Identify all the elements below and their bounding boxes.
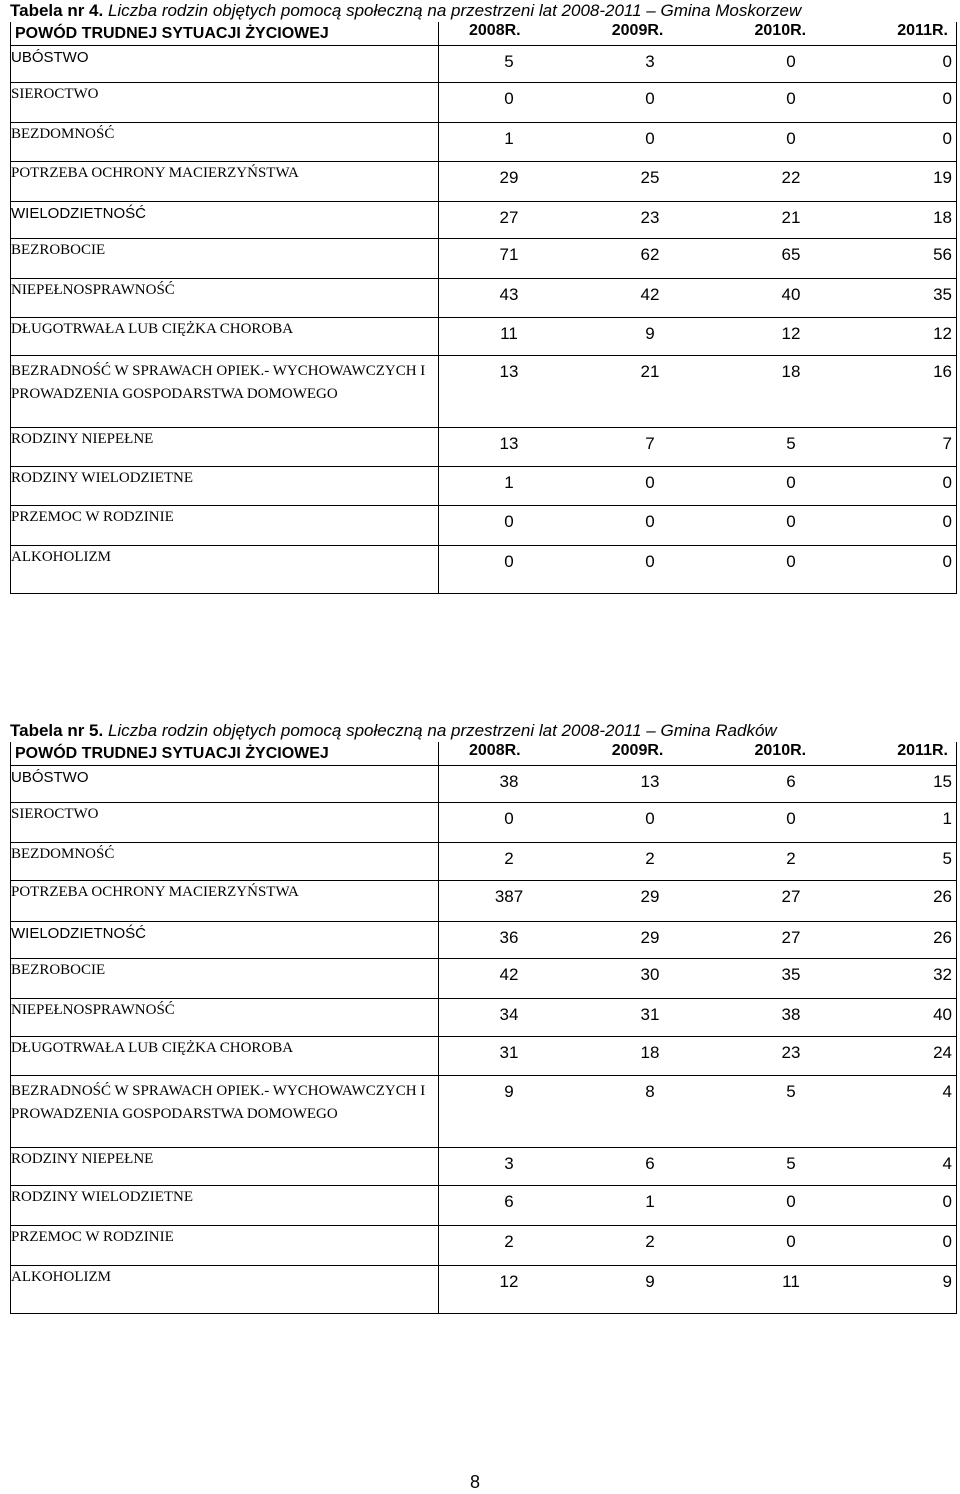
table-row — [11, 356, 957, 428]
row-values — [439, 428, 957, 467]
cell-value: 23 — [781, 1043, 801, 1062]
cell-value: 3 — [504, 1154, 514, 1173]
cell-value: 16 — [933, 362, 952, 381]
cell-value: 9 — [645, 324, 655, 343]
cell-value: 0 — [942, 512, 952, 531]
table-header-row — [11, 742, 957, 766]
cell-value: 7 — [942, 434, 952, 453]
cell-value: 21 — [781, 208, 801, 227]
cell-value: 1 — [504, 129, 514, 148]
cell-value: 13 — [640, 772, 660, 791]
row-label: NIEPEŁNOSPRAWNOŚĆ — [11, 279, 439, 318]
column-header-category: POWÓD TRUDNEJ SYTUACJI ŻYCIOWEJ — [11, 22, 439, 46]
table-row — [11, 467, 957, 506]
year-header: 2008R. — [469, 742, 521, 759]
row-values — [439, 803, 957, 843]
cell-value: 0 — [942, 89, 952, 108]
cell-value: 24 — [933, 1043, 952, 1062]
cell-value: 2 — [504, 1232, 514, 1251]
row-label: PRZEMOC W RODZINIE — [11, 506, 439, 546]
cell-value: 9 — [942, 1272, 952, 1291]
cell-value: 7 — [645, 434, 655, 453]
table-row — [11, 1037, 957, 1076]
page-number: 8 — [470, 1472, 481, 1492]
cell-value: 15 — [933, 772, 952, 791]
table-title: Liczba rodzin objętych pomocą społeczną na przestrzeni lat 2008-2011 – Gmina Radków — [107, 721, 777, 740]
row-values — [439, 123, 957, 162]
year-header: 2009R. — [611, 22, 664, 39]
row-values — [439, 1076, 957, 1148]
cell-value: 2 — [504, 849, 514, 868]
cell-value: 5 — [786, 1154, 796, 1173]
row-label: DŁUGOTRWAŁA LUB CIĘŻKA CHOROBA — [11, 318, 439, 356]
cell-value: 26 — [933, 887, 952, 906]
year-header: 2008R. — [469, 22, 521, 39]
row-label: ALKOHOLIZM — [11, 546, 439, 594]
cell-value: 0 — [942, 473, 952, 492]
cell-value: 29 — [499, 168, 519, 187]
cell-value: 31 — [640, 1005, 660, 1024]
row-values — [439, 318, 957, 356]
cell-value: 18 — [933, 208, 952, 227]
cell-value: 32 — [933, 965, 952, 984]
cell-value: 13 — [499, 362, 519, 381]
cell-value: 6 — [645, 1154, 655, 1173]
cell-value: 18 — [640, 1043, 660, 1062]
row-label: POTRZEBA OCHRONY MACIERZYŃSTWA — [11, 162, 439, 202]
cell-value: 29 — [640, 928, 660, 947]
cell-value: 38 — [781, 1005, 801, 1024]
row-values — [439, 1186, 957, 1226]
data-table — [10, 22, 957, 594]
row-label: PRZEMOC W RODZINIE — [11, 1226, 439, 1266]
table-caption — [10, 720, 958, 742]
cell-value: 0 — [645, 129, 655, 148]
table-row — [11, 239, 957, 279]
year-header: 2010R. — [754, 742, 807, 759]
row-values — [439, 999, 957, 1037]
table-title: Liczba rodzin objętych pomocą społeczną na przestrzeni lat 2008-2011 – Gmina Moskorzew — [107, 1, 802, 20]
table-row — [11, 803, 957, 843]
cell-value: 62 — [640, 245, 660, 264]
cell-value: 4 — [942, 1082, 952, 1101]
table-row — [11, 843, 957, 881]
cell-value: 34 — [499, 1005, 519, 1024]
column-header-years — [439, 742, 957, 766]
table-section-4 — [10, 0, 958, 594]
row-label: RODZINY NIEPEŁNE — [11, 1148, 439, 1186]
cell-value: 2 — [645, 849, 655, 868]
cell-value: 25 — [640, 168, 660, 187]
cell-value: 12 — [499, 1272, 519, 1291]
row-label: SIEROCTWO — [11, 803, 439, 843]
cell-value: 71 — [499, 245, 519, 264]
row-label: RODZINY WIELODZIETNE — [11, 467, 439, 506]
row-label: RODZINY NIEPEŁNE — [11, 428, 439, 467]
cell-value: 11 — [782, 1272, 800, 1291]
cell-value: 9 — [645, 1272, 655, 1291]
cell-value: 42 — [640, 285, 660, 304]
row-label: RODZINY WIELODZIETNE — [11, 1186, 439, 1226]
cell-value: 3 — [645, 52, 655, 71]
row-values — [439, 546, 957, 594]
table-row — [11, 1186, 957, 1226]
cell-value: 1 — [504, 473, 514, 492]
table-header-row — [11, 22, 957, 46]
year-header: 2009R. — [611, 742, 664, 759]
table-row — [11, 279, 957, 318]
table-row — [11, 1226, 957, 1266]
cell-value: 43 — [499, 285, 519, 304]
row-values — [439, 506, 957, 546]
cell-value: 9 — [504, 1082, 514, 1101]
table-row — [11, 1266, 957, 1314]
table-row — [11, 959, 957, 999]
cell-value: 13 — [499, 434, 519, 453]
row-values — [439, 843, 957, 881]
cell-value: 0 — [504, 512, 514, 531]
cell-value: 38 — [499, 772, 519, 791]
cell-value: 2 — [645, 1232, 655, 1251]
row-label: BEZRADNOŚĆ W SPRAWACH OPIEK.- WYCHOWAWCZYCH I PROWADZENIA GOSPODARSTWA DOMOWEGO — [11, 356, 439, 428]
row-values — [439, 83, 957, 123]
column-header-category: POWÓD TRUDNEJ SYTUACJI ŻYCIOWEJ — [11, 742, 439, 766]
cell-value: 65 — [781, 245, 801, 264]
row-label: POTRZEBA OCHRONY MACIERZYŃSTWA — [11, 881, 439, 922]
cell-value: 5 — [942, 849, 952, 868]
row-values — [439, 1226, 957, 1266]
row-label: WIELODZIETNOŚĆ — [11, 202, 439, 239]
cell-value: 56 — [933, 245, 952, 264]
table-row — [11, 1148, 957, 1186]
table-row — [11, 83, 957, 123]
table-row — [11, 999, 957, 1037]
cell-value: 4 — [942, 1154, 952, 1173]
cell-value: 0 — [504, 89, 514, 108]
cell-value: 42 — [499, 965, 519, 984]
table-section-5 — [10, 720, 958, 1314]
cell-value: 23 — [640, 208, 660, 227]
row-values — [439, 202, 957, 239]
table-row — [11, 318, 957, 356]
column-header-years — [439, 22, 957, 46]
cell-value: 0 — [786, 809, 796, 828]
cell-value: 0 — [786, 52, 796, 71]
table-row — [11, 162, 957, 202]
cell-value: 12 — [781, 324, 801, 343]
cell-value: 35 — [933, 285, 952, 304]
table-row — [11, 1076, 957, 1148]
table-row — [11, 881, 957, 922]
cell-value: 0 — [786, 1232, 796, 1251]
row-label: BEZROBOCIE — [11, 959, 439, 999]
cell-value: 11 — [500, 324, 518, 343]
cell-value: 29 — [640, 887, 660, 906]
table-row — [11, 123, 957, 162]
cell-value: 0 — [786, 129, 796, 148]
cell-value: 27 — [781, 887, 801, 906]
cell-value: 5 — [504, 52, 514, 71]
row-label: SIEROCTWO — [11, 83, 439, 123]
cell-value: 0 — [942, 1192, 952, 1211]
cell-value: 387 — [494, 887, 524, 906]
row-values — [439, 959, 957, 999]
cell-value: 0 — [942, 1232, 952, 1251]
cell-value: 5 — [786, 434, 796, 453]
row-values — [439, 239, 957, 279]
row-values — [439, 356, 957, 428]
row-label: NIEPEŁNOSPRAWNOŚĆ — [11, 999, 439, 1037]
cell-value: 0 — [942, 552, 952, 571]
cell-value: 0 — [504, 552, 514, 571]
row-label: DŁUGOTRWAŁA LUB CIĘŻKA CHOROBA — [11, 1037, 439, 1076]
row-label: BEZDOMNOŚĆ — [11, 843, 439, 881]
cell-value: 0 — [786, 512, 796, 531]
row-label: WIELODZIETNOŚĆ — [11, 922, 439, 959]
cell-value: 5 — [786, 1082, 796, 1101]
cell-value: 8 — [645, 1082, 655, 1101]
cell-value: 40 — [933, 1005, 952, 1024]
cell-value: 0 — [645, 89, 655, 108]
cell-value: 21 — [640, 362, 660, 381]
row-values — [439, 1266, 957, 1314]
table-row — [11, 202, 957, 239]
table-row — [11, 766, 957, 803]
table-label: Tabela nr 4. — [10, 1, 104, 20]
cell-value: 0 — [786, 89, 796, 108]
cell-value: 6 — [504, 1192, 514, 1211]
cell-value: 18 — [781, 362, 801, 381]
row-values — [439, 162, 957, 202]
cell-value: 0 — [786, 552, 796, 571]
year-header: 2011R. — [897, 742, 948, 759]
cell-value: 36 — [499, 928, 519, 947]
cell-value: 31 — [499, 1043, 519, 1062]
table-row — [11, 46, 957, 83]
data-table — [10, 742, 957, 1314]
row-values — [439, 881, 957, 922]
cell-value: 27 — [781, 928, 801, 947]
cell-value: 0 — [645, 809, 655, 828]
cell-value: 0 — [645, 473, 655, 492]
row-label: ALKOHOLIZM — [11, 1266, 439, 1314]
cell-value: 27 — [499, 208, 519, 227]
cell-value: 19 — [933, 168, 952, 187]
cell-value: 26 — [933, 928, 952, 947]
cell-value: 35 — [781, 965, 801, 984]
cell-value: 0 — [645, 552, 655, 571]
cell-value: 40 — [781, 285, 801, 304]
year-header: 2011R. — [897, 22, 948, 39]
row-label: BEZDOMNOŚĆ — [11, 123, 439, 162]
cell-value: 1 — [645, 1192, 655, 1211]
table-row — [11, 428, 957, 467]
row-label: BEZRADNOŚĆ W SPRAWACH OPIEK.- WYCHOWAWCZYCH I PROWADZENIA GOSPODARSTWA DOMOWEGO — [11, 1076, 439, 1148]
table-label: Tabela nr 5. — [10, 721, 104, 740]
row-values — [439, 467, 957, 506]
table-row — [11, 546, 957, 594]
cell-value: 0 — [786, 473, 796, 492]
row-values — [439, 922, 957, 959]
cell-value: 0 — [786, 1192, 796, 1211]
row-values — [439, 46, 957, 83]
table-row — [11, 506, 957, 546]
row-label: UBÓSTWO — [11, 46, 439, 83]
row-values — [439, 279, 957, 318]
cell-value: 0 — [504, 809, 514, 828]
cell-value: 1 — [942, 809, 952, 828]
cell-value: 22 — [781, 168, 801, 187]
row-values — [439, 766, 957, 803]
row-label: UBÓSTWO — [11, 766, 439, 803]
cell-value: 2 — [786, 849, 796, 868]
row-values — [439, 1148, 957, 1186]
cell-value: 0 — [645, 512, 655, 531]
row-label: BEZROBOCIE — [11, 239, 439, 279]
cell-value: 12 — [933, 324, 952, 343]
table-row — [11, 922, 957, 959]
row-values — [439, 1037, 957, 1076]
cell-value: 0 — [942, 129, 952, 148]
year-header: 2010R. — [754, 22, 807, 39]
cell-value: 0 — [942, 52, 952, 71]
table-caption — [10, 0, 958, 22]
cell-value: 30 — [640, 965, 660, 984]
cell-value: 6 — [786, 772, 796, 791]
